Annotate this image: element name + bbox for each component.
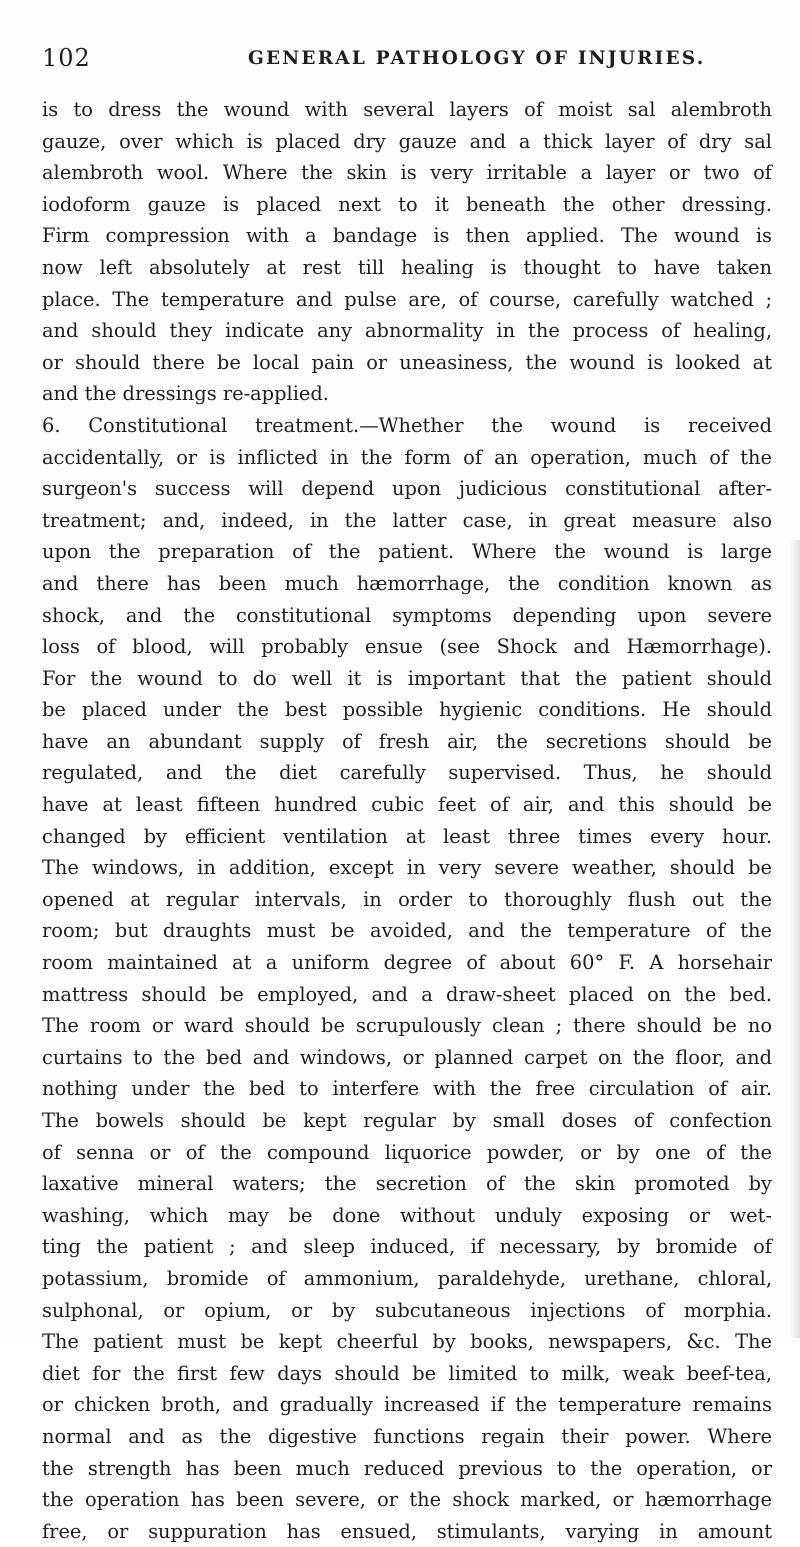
text-line: be placed under the best possible hygienic conditions. He should — [42, 698, 772, 722]
text-line: diet for the first few days should be limited to milk, weak beef-tea, — [42, 1361, 772, 1385]
text-line: free, or suppuration has ensued, stimulants, varying in amount — [42, 1519, 772, 1543]
text-line: room maintained at a uniform degree of about 60° F. A horsehair — [42, 951, 772, 975]
text-line: regulated, and the diet carefully supervised. Thus, he should — [42, 761, 772, 785]
text-line: changed by efficient ventilation at least three times every hour. — [42, 824, 772, 848]
page-header — [0, 44, 800, 74]
text-line: the operation has been severe, or the shock marked, or hæmorrhage — [42, 1488, 772, 1512]
text-line: is to dress the wound with several layers of moist sal alembroth — [42, 98, 772, 121]
text-line: sulphonal, or opium, or by subcutaneous injections of morphia. — [42, 1298, 772, 1322]
text-line: iodoform gauze is placed next to it beneath the other dressing. — [42, 192, 772, 216]
text-line: and the dressings re-applied. — [42, 382, 329, 406]
text-line: or should there be local pain or uneasiness, the wound is looked at — [42, 350, 772, 374]
text-line: accidentally, or is inflicted in the form of an operation, much of the — [42, 445, 772, 469]
text-line: alembroth wool. Where the skin is very irritable a layer or two of — [42, 161, 772, 185]
text-line: treatment; and, indeed, in the latter case, in great measure also — [42, 508, 772, 532]
page-edge-shadow — [790, 540, 800, 1338]
body-text — [42, 94, 772, 1547]
page-number: 102 — [42, 44, 91, 72]
text-line: and there has been much hæmorrhage, the condition known as — [42, 571, 772, 595]
running-title: GENERAL PATHOLOGY OF INJURIES. — [248, 48, 706, 69]
text-line: 6. Constitutional treatment.—Whether the wound is received — [42, 413, 772, 437]
text-line: place. The temperature and pulse are, of course, carefully watched ; — [42, 287, 772, 311]
text-line: loss of blood, will probably ensue (see Shock and Hæmorrhage). — [42, 635, 772, 659]
text-line: surgeon's success will depend upon judicious constitutional after- — [42, 477, 772, 501]
text-line: ting the patient ; and sleep induced, if necessary, by bromide of — [42, 1235, 772, 1259]
text-line: The windows, in addition, except in very severe weather, should be — [42, 856, 772, 880]
text-line: The room or ward should be scrupulously clean ; there should be no — [42, 1014, 772, 1038]
text-line: shock, and the constitutional symptoms depending upon severe — [42, 603, 772, 627]
text-line: The patient must be kept cheerful by books, newspapers, &c. The — [42, 1330, 772, 1354]
text-line: laxative mineral waters; the secretion of the skin promoted by — [42, 1172, 772, 1196]
text-line: have at least fifteen hundred cubic feet of air, and this should be — [42, 793, 772, 817]
text-line: The bowels should be kept regular by small doses of confection — [42, 1109, 772, 1132]
text-line: opened at regular intervals, in order to thoroughly flush out the — [42, 887, 772, 911]
text-line: nothing under the bed to interfere with the free circulation of air. — [42, 1077, 772, 1101]
text-line: gauze, over which is placed dry gauze and a thick layer of dry sal — [42, 129, 772, 153]
text-line: normal and as the digestive functions regain their power. Where — [42, 1424, 772, 1448]
text-line: have an abundant supply of fresh air, the secretions should be — [42, 729, 772, 753]
text-line: the strength has been much reduced previous to the operation, or — [42, 1456, 772, 1480]
text-line: washing, which may be done without unduly exposing or wet- — [42, 1203, 772, 1227]
text-line: room; but draughts must be avoided, and the temperature of the — [42, 919, 772, 943]
text-line: Firm compression with a bandage is then applied. The wound is — [42, 224, 772, 248]
text-line: and should they indicate any abnormality in the process of healing, — [42, 319, 772, 343]
text-line: upon the preparation of the patient. Where the wound is large — [42, 540, 772, 564]
text-line: or chicken broth, and gradually increased if the temperature remains — [42, 1393, 772, 1417]
text-line: of senna or of the compound liquorice powder, or by one of the — [42, 1140, 772, 1164]
text-line: mattress should be employed, and a draw-sheet placed on the bed. — [42, 982, 772, 1006]
text-line: For the wound to do well it is important that the patient should — [42, 666, 772, 690]
text-line: potassium, bromide of ammonium, paraldehyde, urethane, chloral, — [42, 1266, 772, 1290]
text-line: curtains to the bed and windows, or planned carpet on the floor, and — [42, 1045, 772, 1069]
text-line: now left absolutely at rest till healing is thought to have taken — [42, 255, 772, 279]
